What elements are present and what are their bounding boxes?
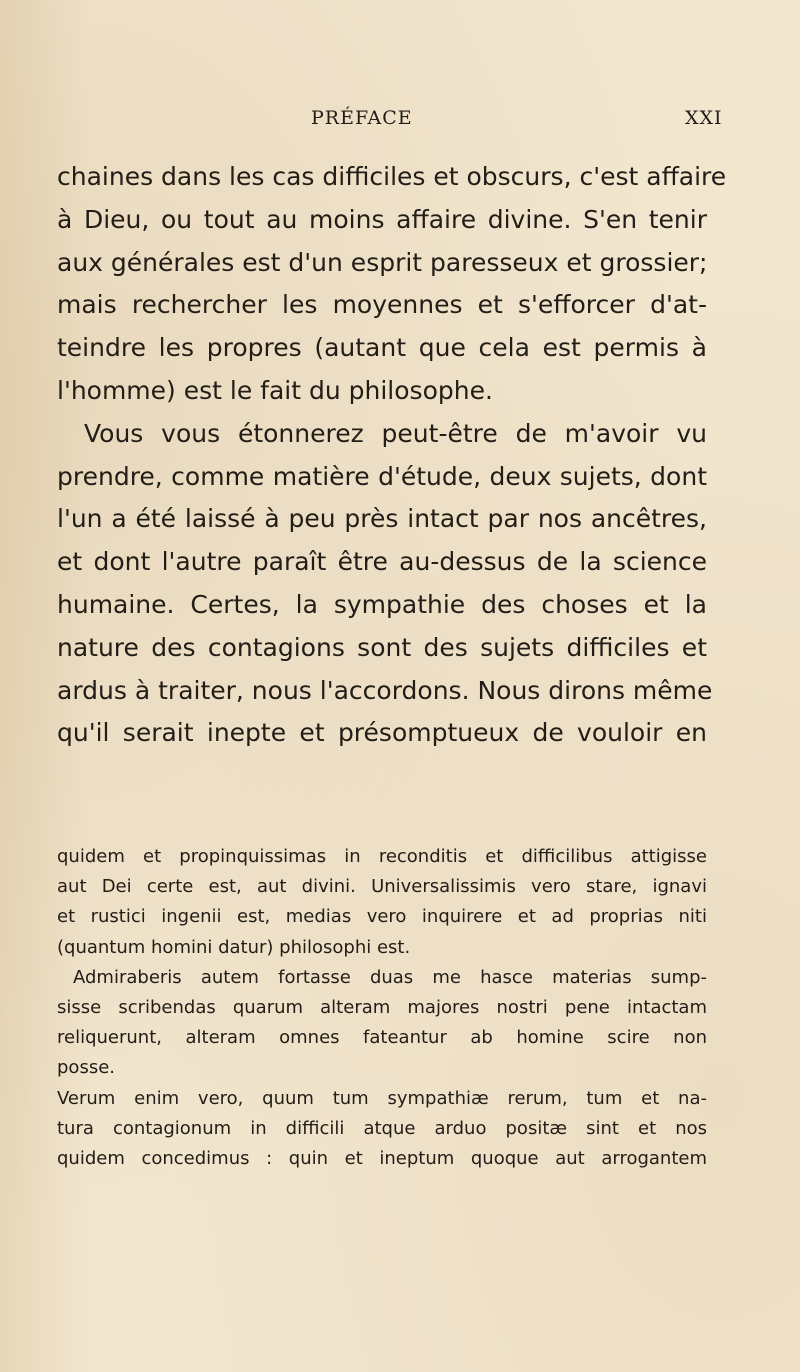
text-line: et rustici ingenii est, medias vero inquirere et ad proprias niti xyxy=(57,906,707,928)
text-line: Admiraberis autem fortasse duas me hasce materias sump- xyxy=(73,966,707,988)
text-line: (quantum homini datur) philosophi est. xyxy=(57,936,411,958)
running-title: PRÉFACE xyxy=(311,107,413,129)
text-line: l'homme) est le fait du philosophe. xyxy=(57,375,493,405)
text-line: posse. xyxy=(57,1057,115,1079)
text-line: ardus à traiter, nous l'accordons. Nous dirons même xyxy=(57,675,713,705)
text-line: Vous vous étonnerez peut-être de m'avoir vu xyxy=(84,418,707,448)
page-number: XXI xyxy=(685,107,723,129)
text-line: aut Dei certe est, aut divini. Universalissimis vero stare, ignavi xyxy=(57,876,707,898)
text-line: et dont l'autre paraît être au-dessus de la science xyxy=(57,547,707,577)
text-line: quidem et propinquissimas in reconditis et difficilibus attigisse xyxy=(57,846,707,867)
text-line: sisse scribendas quarum alteram majores nostri pene intactam xyxy=(57,996,707,1018)
text-line: chaines dans les cas difficiles et obscurs, c'est affaire xyxy=(57,162,727,191)
text-line: teindre les propres (autant que cela est permis à xyxy=(57,333,707,363)
text-line: humaine. Certes, la sympathie des choses et la xyxy=(57,589,707,619)
french-translation xyxy=(57,156,727,755)
text-line: à Dieu, ou tout au moins affaire divine. S'en tenir xyxy=(57,204,707,234)
text-line: reliquerunt, alteram omnes fateantur ab homine scire non xyxy=(57,1027,707,1049)
text-line: prendre, comme matière d'étude, deux sujets, dont xyxy=(57,461,707,491)
running-head xyxy=(0,107,800,131)
text-line: nature des contagions sont des sujets difficiles et xyxy=(57,632,707,662)
text-line: Verum enim vero, quum tum sympathiæ rerum, tum et na- xyxy=(57,1087,707,1109)
text-line: mais rechercher les moyennes et s'efforcer d'at- xyxy=(57,290,707,320)
text-line: quidem concedimus : quin et ineptum quoque aut arrogantem xyxy=(57,1147,707,1169)
latin-original xyxy=(57,842,707,1174)
text-line: qu'il serait inepte et présomptueux de vouloir en xyxy=(57,718,707,748)
text-line: aux générales est d'un esprit paresseux et grossier; xyxy=(57,247,708,277)
text-line: tura contagionum in difficili atque arduo positæ sint et nos xyxy=(57,1117,707,1139)
text-line: l'un a été laissé à peu près intact par nos ancêtres, xyxy=(57,504,707,534)
